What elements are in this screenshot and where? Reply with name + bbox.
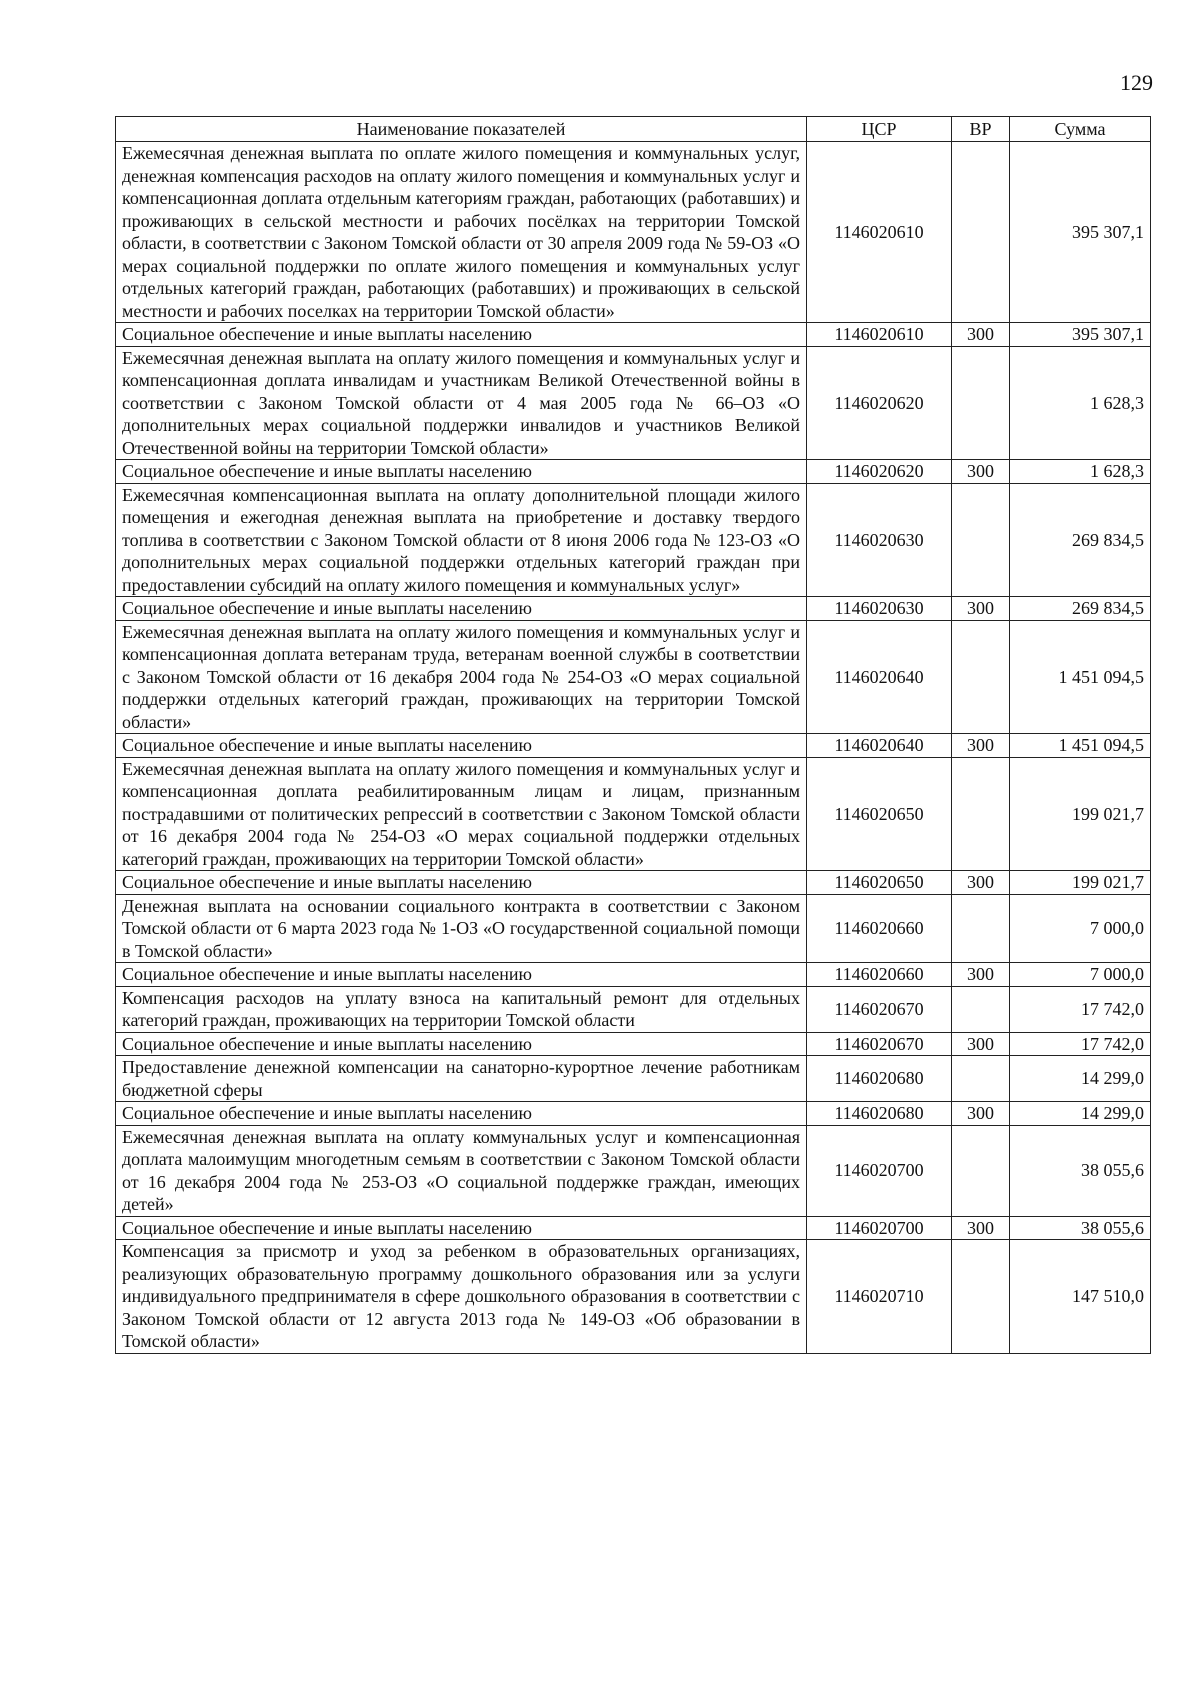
row-sum: 38 055,6 (1010, 1216, 1151, 1240)
row-csr: 1146020680 (807, 1102, 952, 1126)
row-name: Социальное обеспечение и иные выплаты населению (116, 1216, 807, 1240)
budget-table (115, 116, 1151, 1354)
row-vr: 300 (952, 597, 1010, 621)
row-name: Ежемесячная денежная выплата по оплате жилого помещения и коммунальных услуг, денежная компенсация расходов на оплату жилого помещения и коммунальных услуг и компенсационная доплата отдельным категориям граждан, работающих (работавших) и проживающих в сельской местности и рабочих посёлках на территории Томской области, в соответствии с Законом Томской области от 30 апреля 2009 года № 59-ОЗ «О мерах социальной поддержки по оплате жилого помещения и коммунальных услуг отдельных категорий граждан, работающих (работавших) и проживающих в сельской местности и рабочих поселках на территории Томской области» (116, 142, 807, 323)
row-csr: 1146020640 (807, 620, 952, 734)
row-name: Ежемесячная денежная выплата на оплату жилого помещения и коммунальных услуг и компенсационная доплата реабилитированным лицам и лицам, признанным пострадавшими от политических репрессий в соответствии с Законом Томской области от 16 декабря 2004 года № 254-ОЗ «О мерах социальной поддержки отдельных категорий граждан, проживающих на территории Томской области» (116, 757, 807, 871)
table-row (116, 963, 1151, 987)
row-sum: 1 451 094,5 (1010, 620, 1151, 734)
table-row (116, 1216, 1151, 1240)
header-sum: Сумма (1010, 117, 1151, 142)
table-row (116, 346, 1151, 460)
table-row (116, 986, 1151, 1032)
row-name: Социальное обеспечение и иные выплаты населению (116, 1032, 807, 1056)
row-name: Социальное обеспечение и иные выплаты населению (116, 1102, 807, 1126)
row-vr (952, 346, 1010, 460)
row-vr (952, 1240, 1010, 1354)
row-name: Социальное обеспечение и иные выплаты населению (116, 460, 807, 484)
row-name: Социальное обеспечение и иные выплаты населению (116, 734, 807, 758)
table-row (116, 142, 1151, 323)
row-csr: 1146020630 (807, 483, 952, 597)
row-vr: 300 (952, 734, 1010, 758)
row-name: Предоставление денежной компенсации на санаторно-курортное лечение работникам бюджетной сферы (116, 1056, 807, 1102)
row-name: Ежемесячная денежная выплата на оплату жилого помещения и коммунальных услуг и компенсационная доплата ветеранам труда, ветеранам военной службы в соответствии с Законом Томской области от 16 декабря 2004 года № 254-ОЗ «О мерах социальной поддержки отдельных категорий граждан, проживающих на территории Томской области» (116, 620, 807, 734)
row-name: Компенсация за присмотр и уход за ребенком в образовательных организациях, реализующих образовательную программу дошкольного образования или за услуги индивидуального предпринимателя в сфере дошкольного образования в соответствии с Законом Томской области от 12 августа 2013 года № 149-ОЗ «Об образовании в Томской области» (116, 1240, 807, 1354)
row-csr: 1146020660 (807, 963, 952, 987)
row-csr: 1146020700 (807, 1125, 952, 1216)
row-vr: 300 (952, 1216, 1010, 1240)
table-row (116, 460, 1151, 484)
page-number: 129 (1120, 70, 1153, 95)
row-sum: 7 000,0 (1010, 963, 1151, 987)
table-row (116, 1102, 1151, 1126)
row-sum: 1 628,3 (1010, 460, 1151, 484)
row-sum: 199 021,7 (1010, 871, 1151, 895)
row-sum: 7 000,0 (1010, 894, 1151, 963)
header-name: Наименование показателей (116, 117, 807, 142)
row-vr (952, 757, 1010, 871)
row-sum: 395 307,1 (1010, 323, 1151, 347)
row-csr: 1146020680 (807, 1056, 952, 1102)
row-csr: 1146020670 (807, 1032, 952, 1056)
row-vr (952, 894, 1010, 963)
row-vr (952, 1056, 1010, 1102)
table-row (116, 323, 1151, 347)
row-name: Ежемесячная денежная выплата на оплату жилого помещения и коммунальных услуг и компенсационная доплата инвалидам и участникам Великой Отечественной войны в соответствии с Законом Томской области от 4 мая 2005 года № 66–ОЗ «О дополнительных мерах социальной поддержки инвалидов и участников Великой Отечественной войны на территории Томской области» (116, 346, 807, 460)
row-csr: 1146020660 (807, 894, 952, 963)
row-csr: 1146020610 (807, 323, 952, 347)
table-row (116, 1240, 1151, 1354)
row-sum: 147 510,0 (1010, 1240, 1151, 1354)
row-vr: 300 (952, 963, 1010, 987)
table-row (116, 1056, 1151, 1102)
row-sum: 269 834,5 (1010, 597, 1151, 621)
header-vr: ВР (952, 117, 1010, 142)
row-vr: 300 (952, 871, 1010, 895)
row-vr: 300 (952, 1102, 1010, 1126)
row-sum: 38 055,6 (1010, 1125, 1151, 1216)
row-csr: 1146020640 (807, 734, 952, 758)
row-vr: 300 (952, 1032, 1010, 1056)
row-sum: 395 307,1 (1010, 142, 1151, 323)
table-row (116, 1125, 1151, 1216)
row-name: Социальное обеспечение и иные выплаты населению (116, 963, 807, 987)
row-sum: 17 742,0 (1010, 986, 1151, 1032)
row-csr: 1146020650 (807, 757, 952, 871)
row-name: Социальное обеспечение и иные выплаты населению (116, 323, 807, 347)
row-csr: 1146020630 (807, 597, 952, 621)
row-name: Денежная выплата на основании социального контракта в соответствии с Законом Томской области от 6 марта 2023 года № 1-ОЗ «О государственной социальной помощи в Томской области» (116, 894, 807, 963)
row-sum: 1 451 094,5 (1010, 734, 1151, 758)
row-csr: 1146020620 (807, 346, 952, 460)
table-row (116, 871, 1151, 895)
row-vr (952, 1125, 1010, 1216)
row-sum: 1 628,3 (1010, 346, 1151, 460)
table-row (116, 757, 1151, 871)
row-sum: 199 021,7 (1010, 757, 1151, 871)
table-row (116, 620, 1151, 734)
row-vr (952, 483, 1010, 597)
table-header-row (116, 117, 1151, 142)
row-vr (952, 620, 1010, 734)
row-csr: 1146020700 (807, 1216, 952, 1240)
row-name: Социальное обеспечение и иные выплаты населению (116, 597, 807, 621)
row-name: Ежемесячная денежная выплата на оплату коммунальных услуг и компенсационная доплата малоимущим многодетным семьям в соответствии с Законом Томской области от 16 декабря 2004 года № 253-ОЗ «О социальной поддержке граждан, имеющих детей» (116, 1125, 807, 1216)
table-row (116, 1032, 1151, 1056)
header-csr: ЦСР (807, 117, 952, 142)
table-row (116, 734, 1151, 758)
row-sum: 14 299,0 (1010, 1102, 1151, 1126)
row-sum: 17 742,0 (1010, 1032, 1151, 1056)
row-csr: 1146020650 (807, 871, 952, 895)
row-csr: 1146020710 (807, 1240, 952, 1354)
row-vr: 300 (952, 323, 1010, 347)
row-csr: 1146020620 (807, 460, 952, 484)
row-name: Ежемесячная компенсационная выплата на оплату дополнительной площади жилого помещения и ежегодная денежная выплата на приобретение и доставку твердого топлива в соответствии с Законом Томской области от 8 июня 2006 года № 123-ОЗ «О дополнительных мерах социальной поддержки отдельных категорий граждан при предоставлении субсидий на оплату жилого помещения и коммунальных услуг» (116, 483, 807, 597)
table-row (116, 597, 1151, 621)
row-sum: 14 299,0 (1010, 1056, 1151, 1102)
row-name: Компенсация расходов на уплату взноса на капитальный ремонт для отдельных категорий граждан, проживающих на территории Томской области (116, 986, 807, 1032)
row-csr: 1146020610 (807, 142, 952, 323)
row-csr: 1146020670 (807, 986, 952, 1032)
row-vr: 300 (952, 460, 1010, 484)
table-row (116, 894, 1151, 963)
row-sum: 269 834,5 (1010, 483, 1151, 597)
table-row (116, 483, 1151, 597)
row-name: Социальное обеспечение и иные выплаты населению (116, 871, 807, 895)
row-vr (952, 142, 1010, 323)
row-vr (952, 986, 1010, 1032)
